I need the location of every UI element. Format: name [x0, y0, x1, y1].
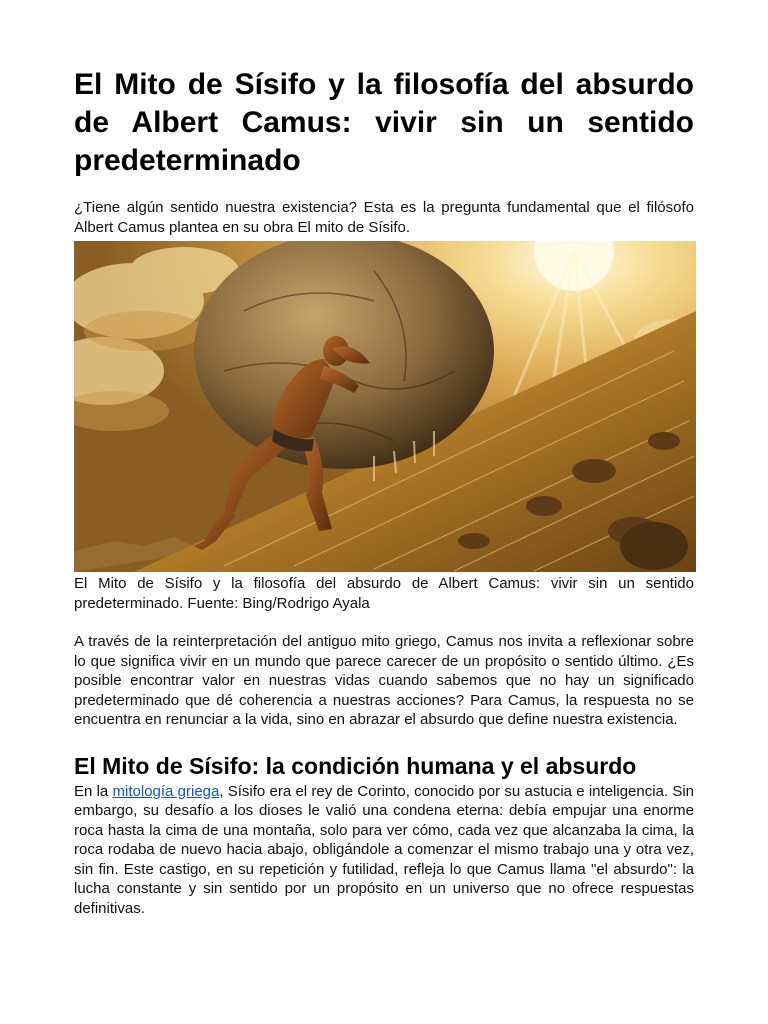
section-heading: El Mito de Sísifo: la condición humana y el absurdo — [74, 752, 637, 779]
body-paragraph-2 — [74, 782, 694, 919]
article-body — [74, 66, 694, 918]
sisyphus-image — [74, 241, 696, 572]
sisyphus-illustration — [74, 241, 696, 572]
body-paragraph-1: A través de la reinterpretación del antiguo mito griego, Camus nos invita a reflexionar sobre lo que significa vivir en un mundo que parece carecer de un propósito o sentido último. ¿Es posible encontrar valor en nuestras vidas cuando sabemos que no hay un significado predeterminado que dé coherencia a nuestras acciones? Para Camus, la respuesta no se encuentra en renunciar a la vida, sino en abrazar el absurdo que define nuestra existencia. — [74, 633, 694, 728]
paragraph-2-rest: , Sísifo era el rey de Corinto, conocido por su astucia e inteligencia. Sin embargo, su desafío a los dioses le valió una condena eterna: debía empujar una enorme roca hasta la cima de una montaña, solo para ver cómo, cada vez que alcanzaba la cima, la roca rodaba de nuevo hacia abajo, obligándole a comenzar el mismo trabajo una y otra vez, sin fin. Este castigo, en su repetición y futilidad, refleja lo que Camus llama "el absurdo": la lucha constante y sin sentido por un propósito en un universo que no ofrece respuestas definitivas. — [74, 782, 695, 917]
intro-paragraph: ¿Tiene algún sentido nuestra existencia? Esta es la pregunta fundamental que el filósofo Albert Camus plantea en su obra El mito de Sísifo. — [74, 199, 694, 236]
mitologia-griega-link[interactable]: mitología griega — [112, 782, 220, 800]
image-caption: El Mito de Sísifo y la filosofía del absurdo de Albert Camus: vivir sin un sentido predeterminado. Fuente: Bing/Rodrigo Ayala — [74, 575, 694, 612]
article-title: El Mito de Sísifo y la filosofía del absurdo de Albert Camus: vivir sin un sentido predeterminado — [74, 68, 694, 177]
paragraph-2-lead: En la — [74, 782, 113, 800]
